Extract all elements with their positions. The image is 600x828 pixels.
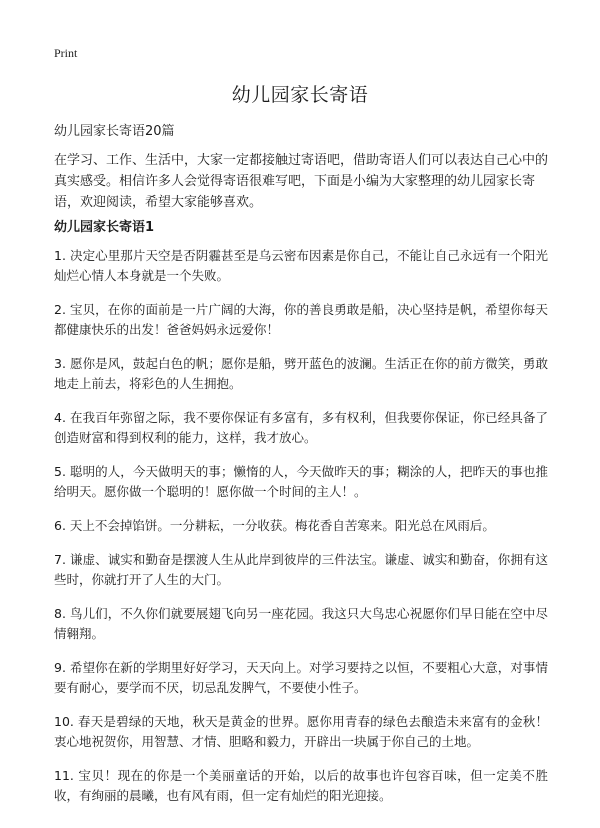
print-link[interactable]: Print bbox=[54, 46, 78, 60]
list-item: 7. 谦虚、诚实和勤奋是摆渡人生从此岸到彼岸的三件法宝。谦虚、诚实和勤奋，你拥有这些时，你就打开了人生的大门。 bbox=[54, 552, 548, 587]
list-item: 1. 决定心里那片天空是否阴霾甚至是乌云密布因素是你自己，不能让自己永远有一个阳光灿烂心情人本身就是一个失败。 bbox=[54, 248, 548, 283]
list-item: 5. 聪明的人，今天做明天的事；懒惰的人，今天做昨天的事；糊涂的人，把昨天的事也推给明天。愿你做一个聪明的！愿你做一个时间的主人！。 bbox=[54, 464, 548, 499]
list-item: 8. 鸟儿们，不久你们就要展翅飞向另一座花园。我这只大鸟忠心祝愿你们早日能在空中尽情翱翔。 bbox=[54, 606, 548, 641]
list-item: 4. 在我百年弥留之际，我不要你保证有多富有，多有权利，但我要你保证，你已经具备了创造财富和得到权利的能力，这样，我才放心。 bbox=[54, 410, 548, 445]
message-list bbox=[54, 246, 548, 820]
list-item: 9. 希望你在新的学期里好好学习，天天向上。对学习要持之以恒，不要粗心大意，对事情要有耐心，要学而不厌，切忌乱发脾气，不要使小性子。 bbox=[54, 660, 548, 695]
list-item: 3. 愿你是风，鼓起白色的帆；愿你是船，劈开蓝色的波澜。生活正在你的前方微笑，勇敢地走上前去，将彩色的人生拥抱。 bbox=[54, 356, 548, 391]
intro-paragraph: 在学习、工作、生活中，大家一定都接触过寄语吧，借助寄语人们可以表达自己心中的真实感受。相信许多人会觉得寄语很难写吧，下面是小编为大家整理的幼儿园家长寄语，欢迎阅读，希望大家能够喜欢。 bbox=[54, 153, 549, 210]
document-subtitle: 幼儿园家长寄语20篇 bbox=[54, 124, 175, 139]
list-item: 6. 天上不会掉馅饼。一分耕耘，一分收获。梅花香自苦寒来。阳光总在风雨后。 bbox=[54, 518, 495, 533]
page-title: 幼儿园家长寄语 bbox=[231, 84, 369, 106]
list-item: 10. 春天是碧绿的天地，秋天是黄金的世界。愿你用青春的绿色去酿造未来富有的金秋！衷心地祝贺你，用智慧、才情、胆略和毅力，开辟出一块属于你自己的土地。 bbox=[54, 714, 548, 749]
list-item: 2. 宝贝，在你的面前是一片广阔的大海，你的善良勇敢是船，决心坚持是帆，希望你每天都健康快乐的出发！爸爸妈妈永远爱你！ bbox=[54, 302, 548, 337]
section-heading: 幼儿园家长寄语1 bbox=[54, 220, 155, 235]
list-item: 11. 宝贝！现在的你是一个美丽童话的开始，以后的故事也许包容百味，但一定美不胜收，有绚丽的晨曦，也有风有雨，但一定有灿烂的阳光迎接。 bbox=[54, 768, 548, 803]
